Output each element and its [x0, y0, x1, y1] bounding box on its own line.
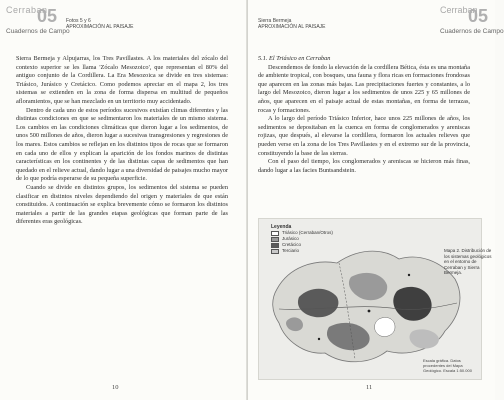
running-head-left [66, 18, 134, 30]
figure-caption: Mapa 2. Distribución de los sistemas geológicos en el entorno de Cerraban y Sierra Bermeja. [444, 248, 492, 276]
paragraph: Dentro de cada uno de estos períodos sucesivos existían climas diferentes y las distintas condiciones en que se sedimentaron los materiales de un mismo sistema. Los cambios en las condiciones climáticas que dieron lugar a los sedimentos, de unos 500 millones de años, dieron lugar a sucesivas transgresiones y regresiones de los mares. Estos cambios se reflejan en los distintos tipos de rocas que se formaron en cada uno de ellos y explican la aparición de los fondos marinos de distintas características en los continentes y de las distintas capas de sedimentos que han quedado en el relieve actual, dando lugar a una diversidad de paisajes mucho mayor de lo que podría esperarse de su pequeña superficie. [16, 106, 228, 183]
legend-label: Terciario [282, 248, 300, 253]
left-page [0, 0, 247, 400]
legend-label: Cretácico [282, 242, 302, 247]
legend-swatch [271, 249, 279, 254]
map-note: Escala gráfica. Datos procedentes del Mapa Geológico. Escala 1:50.000 [423, 358, 472, 373]
paragraph: Cuando se divide en distintos grupos, los sedimentos del sistema se pueden clasificar en distintos niveles dependiendo del origen y materiales de que están constituidos. A continuación se explica brevemente cómo se formaron los distintos materiales a partir de las grandes etapas geológicas que forman parte de las diferentes eras geológicas. [16, 183, 228, 226]
page-number-right: 11 [366, 384, 373, 391]
body-text-right [258, 55, 470, 201]
legend-swatch [271, 243, 279, 248]
chapter-number: 05 [37, 6, 58, 26]
triassic-patch [375, 317, 396, 336]
header-watermark: Cerraban [440, 5, 478, 15]
chapter-number: 05 [468, 6, 489, 26]
map-legend [271, 224, 333, 254]
legend-label: Triásico (Cerraban/Otros) [282, 230, 333, 235]
running-head-right [258, 18, 326, 30]
chapter-subtitle: Cuadernos de Campo [440, 28, 504, 35]
page-number-left: 10 [112, 384, 119, 391]
paragraph: Descendemos de fondo la elevación de la cordillera Bética, ésta es una montaña de ambiente tropical, con bosques, una fauna y flora ricas en formaciones frondosas que aparecen en las zonas más bajas. Las precipitaciones fuertes y constantes, a lo largo del Mesozoico, dieron lugar a los sedimentos de unos 225 y 65 millones de años, que aparecen en el paisaje actual de estas montañas, en forma de terrazas, rocas y formaciones. [258, 63, 470, 114]
running-head-line2: APROXIMACIÓN AL PAISAJE [258, 24, 326, 30]
paragraph: Con el paso del tiempo, los conglomerados y areniscas se hicieron más finas, dando lugar a las facies Buntsandstein. [258, 158, 470, 174]
paragraph: A lo largo del período Triásico Inferior, hace unos 225 millones de años, los sedimentos se depositaban en la cuenca en forma de conglomerados y areniscas rojizas, que después, al elevarse la cordillera, formaron los actuales relieves que pueden verse en la zona de los Tres Pavillastes y en el extremo sur de la provincia, constituyendo la base de las sierras. [258, 115, 470, 157]
right-page [248, 0, 504, 400]
legend-swatch [271, 231, 279, 236]
body-text-left [16, 55, 228, 377]
running-head-line1: Sierra Bermeja [258, 18, 292, 24]
header-watermark: Cerraban [6, 5, 48, 15]
running-head-line2: APROXIMACIÓN AL PAISAJE [66, 24, 134, 30]
legend-swatch [271, 237, 279, 242]
legend-label: Jurásico [282, 236, 299, 241]
section-title: 5.1. El Triásico en Cerraban [258, 55, 331, 62]
geological-map [258, 218, 482, 380]
chapter-subtitle: Cuadernos de Campo [6, 28, 70, 35]
running-head-line1: Fotos 5 y 6 [66, 18, 91, 24]
chapter-header-right [440, 5, 504, 46]
legend-item [271, 248, 333, 254]
paragraph: Sierra Bermeja y Alpujarras, los Tres Pavillastes. A los materiales del zócalo del contexto superior se les llama 'Zócalo Mesozoico', que representan el 80% del antiguo conjunto de la Cordillera. La Era Mesozoica se divide en tres sistemas: Triásico, Jurásico y Cretácico. Como podemos apreciar en el mapa 2, los tres sistemas se extienden en la zona de forma dispersa en multitud de pequeños afloramientos, que se han mezclado en un territorio muy accidentado. [16, 55, 228, 105]
legend-title: Leyenda [271, 224, 292, 230]
